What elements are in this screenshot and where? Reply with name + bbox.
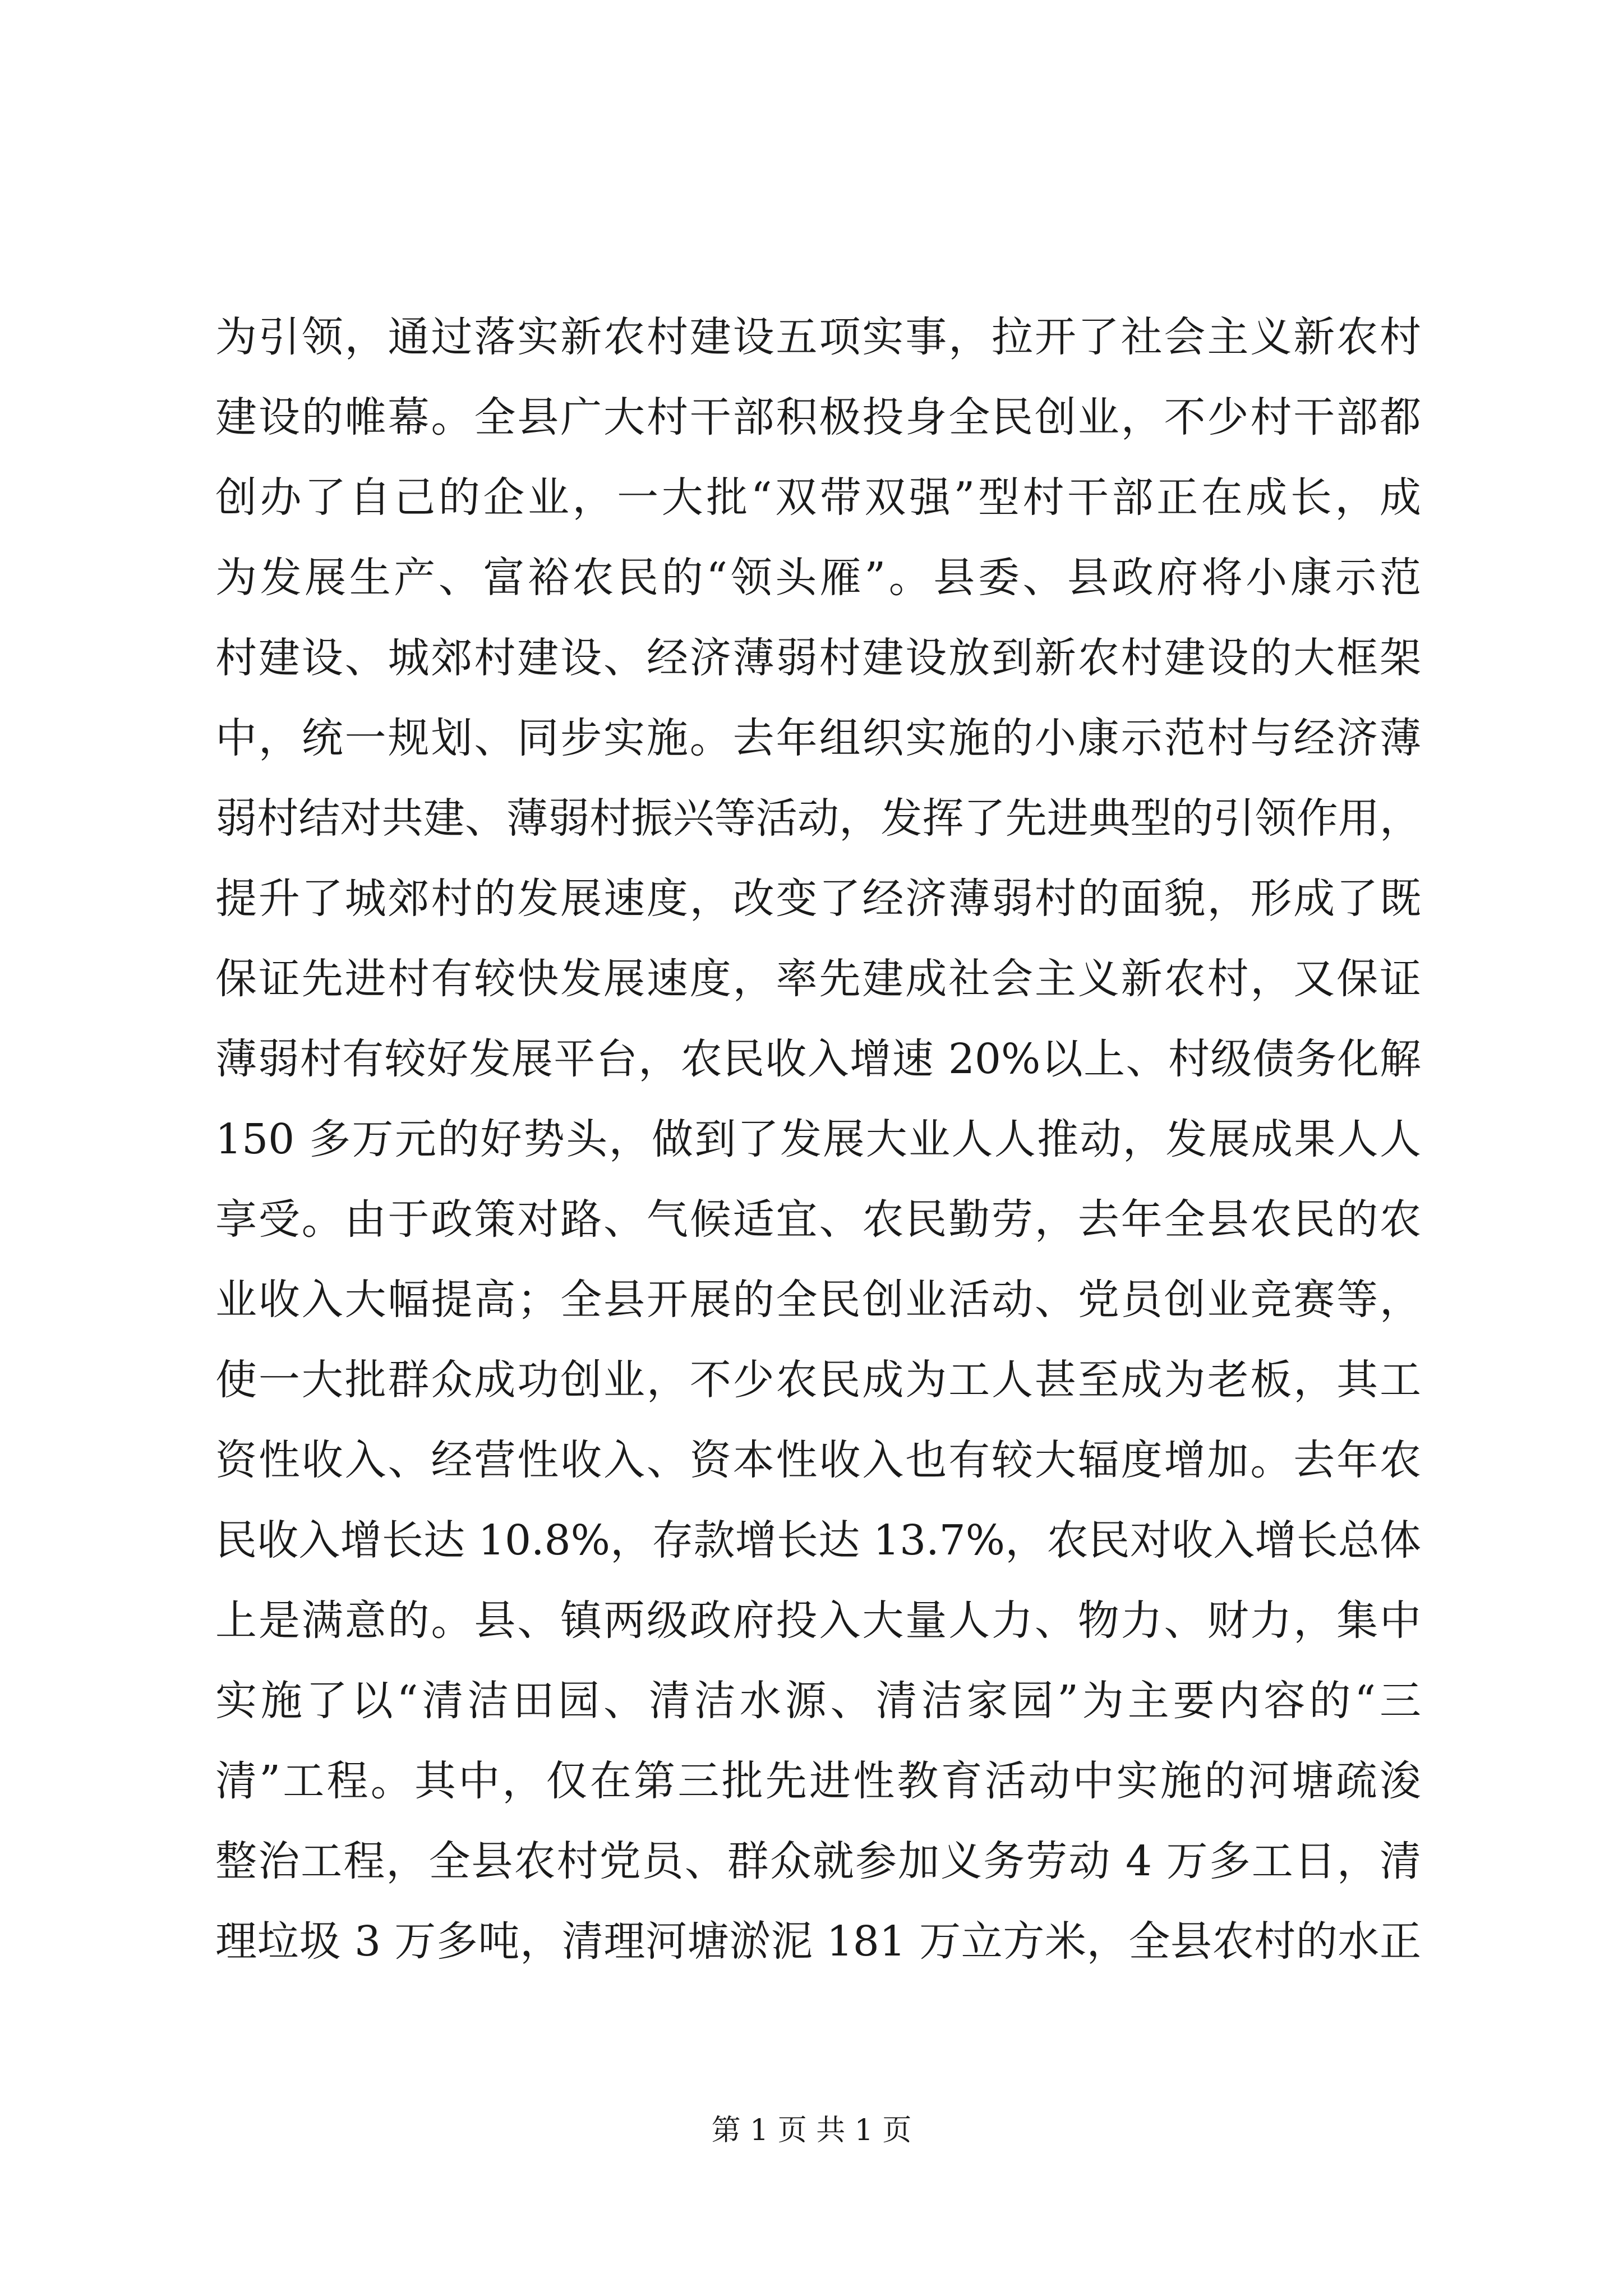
text-line: 为引领，通过落实新农村建设五项实事，拉开了社会主义新农村: [215, 313, 1421, 361]
text-line: 弱村结对共建、薄弱村振兴等活动，发挥了先进典型的引领作用，: [215, 794, 1421, 843]
text-line: 为发展生产、富裕农民的“领头雁”。县委、县政府将小康示范: [215, 554, 1421, 602]
text-line: 资性收入、经营性收入、资本性收入也有较大辐度增加。去年农: [215, 1436, 1421, 1484]
text-line: 中，统一规划、同步实施。去年组织实施的小康示范村与经济薄: [215, 714, 1421, 762]
text-line: 使一大批群众成功创业，不少农民成为工人甚至成为老板，其工: [215, 1356, 1421, 1404]
text-line: 建设的帷幕。全县广大村干部积极投身全民创业，不少村干部都: [215, 393, 1421, 441]
text-line: 150 多万元的好势头，做到了发展大业人人推动，发展成果人人: [215, 1115, 1421, 1163]
page-footer: 第 1 页 共 1 页: [711, 2114, 912, 2147]
text-line: 享受。由于政策对路、气候适宜、农民勤劳，去年全县农民的农: [215, 1195, 1421, 1244]
text-line: 实施了以“清洁田园、清洁水源、清洁家园”为主要内容的“三: [215, 1677, 1421, 1725]
text-line: 业收入大幅提高；全县开展的全民创业活动、党员创业竞赛等，: [215, 1276, 1421, 1324]
text-line: 上是满意的。县、镇两级政府投入大量人力、物力、财力，集中: [215, 1596, 1421, 1645]
text-line: 创办了自己的企业，一大批“双带双强”型村干部正在成长，成: [215, 473, 1421, 522]
text-line: 保证先进村有较快发展速度，率先建成社会主义新农村，又保证: [215, 955, 1421, 1003]
text-line: 村建设、城郊村建设、经济薄弱村建设放到新农村建设的大框架: [215, 634, 1421, 682]
text-line: 清”工程。其中，仅在第三批先进性教育活动中实施的河塘疏浚: [215, 1757, 1421, 1805]
text-line: 理垃圾 3 万多吨，清理河塘淤泥 181 万立方米，全县农村的水正: [215, 1917, 1421, 1966]
text-line: 民收入增长达 10.8%，存款增长达 13.7%，农民对收入增长总体: [215, 1516, 1421, 1565]
text-line: 整治工程，全县农村党员、群众就参加义务劳动 4 万多工日，清: [215, 1837, 1421, 1885]
text-line: 薄弱村有较好发展平台，农民收入增速 20%以上、村级债务化解: [215, 1035, 1421, 1083]
body-text: [215, 297, 1421, 1982]
text-line: 提升了城郊村的发展速度，改变了经济薄弱村的面貌，形成了既: [215, 875, 1421, 923]
